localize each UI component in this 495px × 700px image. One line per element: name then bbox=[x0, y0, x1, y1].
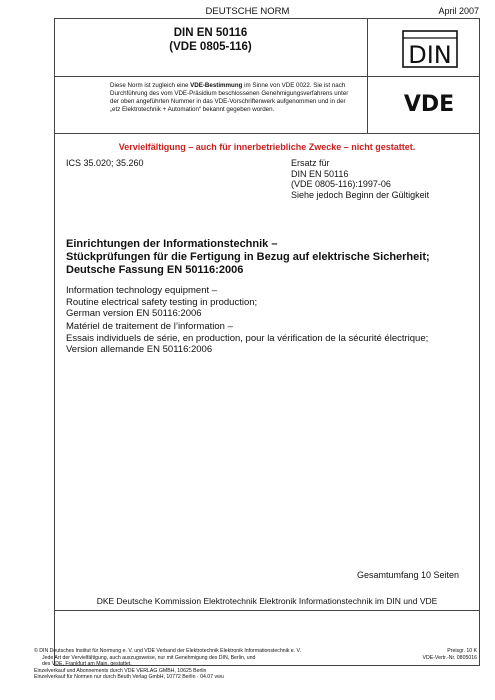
din-logo bbox=[402, 30, 458, 68]
standard-din-number: DIN EN 50116 bbox=[173, 27, 248, 39]
title-french-line: Version allemande EN 50116:2006 bbox=[66, 344, 213, 355]
replacement-info bbox=[291, 158, 429, 200]
footer-line: Jede Art der Vervielfältigung, auch auszugsweise, nur mit Genehmigung des DIN, Berlin, und bbox=[42, 654, 256, 661]
footer-line: Einzelverkauf und Abonnements durch VDE VERLAG GMBH, 10625 Berlin bbox=[34, 667, 207, 674]
note-divider bbox=[54, 133, 480, 134]
price-group: Preisgr. 10 K bbox=[447, 648, 477, 654]
copyright-footer bbox=[34, 648, 334, 681]
replacement-line: Siehe jedoch Beginn der Gültigkeit bbox=[291, 189, 430, 200]
price-info bbox=[423, 648, 478, 661]
reproduction-warning: Vervielfältigung – auch für innerbetriebliche Zwecke – nicht gestattet. bbox=[118, 142, 416, 152]
title-english-line: Routine electrical safety testing in production; bbox=[66, 296, 258, 308]
replacement-line: DIN EN 50116 bbox=[291, 168, 349, 179]
total-pages: Gesamtumfang 10 Seiten bbox=[357, 570, 460, 580]
title-german-line: Einrichtungen der Informationstechnik – bbox=[66, 238, 278, 250]
vde-distribution-number: VDE-Vertr.-Nr. 0805016 bbox=[422, 654, 477, 661]
standard-vde-number: (VDE 0805-116) bbox=[169, 41, 252, 53]
note-bold-term: VDE-Bestimmung bbox=[190, 82, 243, 89]
replacement-line: Ersatz für bbox=[291, 158, 330, 168]
note-text: Diese Norm ist zugleich eine bbox=[110, 82, 191, 89]
dke-commission: DKE Deutsche Kommission Elektrotechnik Elektronik Informationstechnik im DIN und VDE bbox=[96, 596, 438, 606]
footer-line: Einzelverkauf für Normen nur durch Beuth Verlag GmbH, 10772 Berlin · 04.07 vwu bbox=[34, 674, 224, 680]
title-german bbox=[66, 238, 471, 277]
vde-logo bbox=[391, 89, 467, 115]
title-french bbox=[66, 321, 471, 356]
note-line: Durchführung des vom VDE-Präsidium beschlossenen Genehmigungsverfahrens unter bbox=[110, 90, 349, 97]
footer-line: des VDE, Frankfurt am Main, gestattet. bbox=[42, 661, 132, 667]
note-line: der oben angeführten Nummer in das VDE-Vorschriftenwerk aufgenommen und in der bbox=[110, 98, 346, 105]
note-line: „etz Elektrotechnik + Automation“ bekannt gegeben worden. bbox=[110, 106, 275, 113]
title-english-line: German version EN 50116:2006 bbox=[66, 308, 202, 319]
footer-divider bbox=[54, 610, 480, 611]
replacement-line: (VDE 0805-116):1997-06 bbox=[291, 179, 391, 189]
note-text: im Sinne von VDE 0022. Sie ist nach bbox=[242, 82, 346, 89]
vde-provision-note bbox=[110, 82, 364, 114]
din-logo-text: DIN bbox=[408, 41, 452, 68]
standard-number bbox=[54, 26, 367, 54]
title-divider bbox=[54, 76, 480, 77]
ics-code: ICS 35.020; 35.260 bbox=[66, 158, 144, 168]
document-type-header: DEUTSCHE NORM bbox=[205, 6, 290, 17]
title-english-line: Information technology equipment – bbox=[66, 285, 218, 296]
title-german-line: Stückprüfungen für die Fertigung in Bezug auf elektrische Sicherheit; bbox=[66, 251, 430, 263]
footer-line: © DIN Deutsches Institut für Normung e. V. und VDE Verband der Elektrotechnik Elektronik Informationstechnik e. V. bbox=[34, 648, 301, 654]
title-french-line: Essais individuels de série, en production, pour la vérification de la sécurité électrique; bbox=[66, 332, 429, 344]
title-english bbox=[66, 285, 471, 320]
issue-date: April 2007 bbox=[438, 6, 479, 16]
title-french-line: Matériel de traitement de l’information – bbox=[66, 321, 233, 332]
title-german-line: Deutsche Fassung EN 50116:2006 bbox=[66, 264, 244, 276]
vde-logo-text: VDE bbox=[403, 92, 455, 115]
